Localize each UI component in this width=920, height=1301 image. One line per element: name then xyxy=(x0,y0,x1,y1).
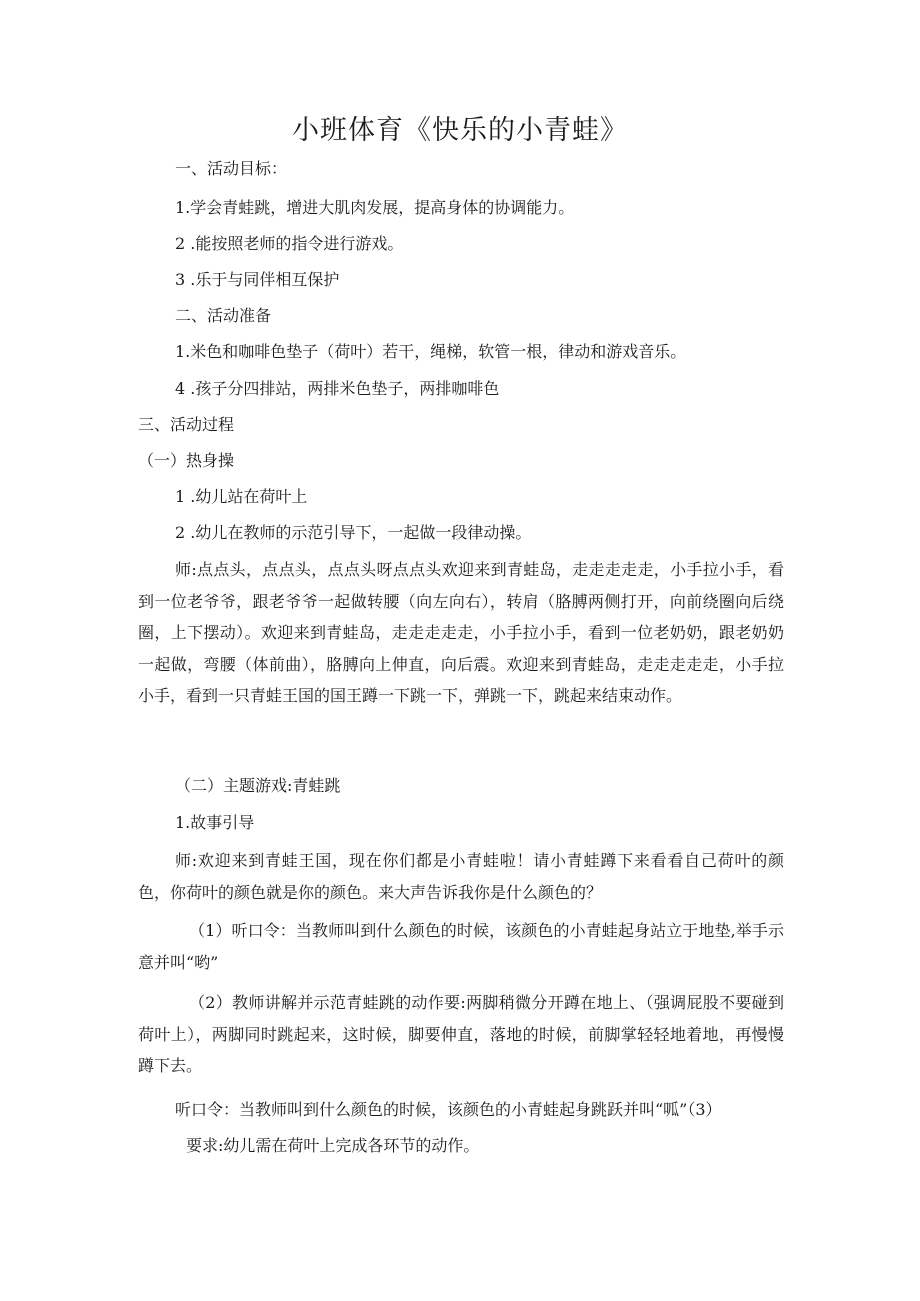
requirement-text: 要求:幼儿需在荷叶上完成各环节的动作。 xyxy=(186,1136,480,1155)
story-paragraph: 师:欢迎来到青蛙王国，现在你们都是小青蛙啦！请小青蛙蹲下来看看自己荷叶的颜色，你荷叶的颜色就是你的颜色。来大声告诉我你是什么颜色的？ xyxy=(138,851,784,902)
document-title: 小班体育《快乐的小青蛙》 xyxy=(292,115,628,146)
warmup-item: 1 .幼儿站在荷叶上 xyxy=(175,487,308,506)
goal-item: 2 .能按照老师的指令进行游戏。 xyxy=(175,234,404,253)
preparation-item: 1.米色和咖啡色垫子（荷叶）若干，绳梯，软管一根，律动和游戏音乐。 xyxy=(175,342,687,361)
section-heading-goals: 一、活动目标： xyxy=(175,159,288,178)
step-item: （1）听口令：当教师叫到什么颜色的时候，该颜色的小青蛙起身站立于地垫,举手示意并叫“哟” xyxy=(138,921,784,972)
subsection-heading-game: （二）主题游戏:青蛙跳 xyxy=(175,776,341,795)
subsection-heading-warmup: （一）热身操 xyxy=(138,451,235,470)
section-heading-process: 三、活动过程 xyxy=(138,415,235,434)
warmup-paragraph: 师:点点头，点点头，点点头呀点点头欢迎来到青蛙岛，走走走走走，小手拉小手，看到一位老爷爷，跟老爷爷一起做转腰（向左向右），转肩（胳膊两侧打开，向前绕圈向后绕圈，上下摆动）。欢迎来到青蛙岛，走走走走走，小手拉小手，看到一位老奶奶，跟老奶奶一起做，弯腰（体前曲），胳膊向上伸直，向后震。欢迎来到青蛙岛，走走走走走，小手拉小手，看到一只青蛙王国的国王蹲一下跳一下，弹跳一下，跳起来结束动作。 xyxy=(138,560,784,705)
section-heading-preparation: 二、活动准备 xyxy=(175,306,272,325)
story-heading: 1.故事引导 xyxy=(175,813,255,832)
goal-item: 3 .乐于与同伴相互保护 xyxy=(175,270,340,289)
step-item: 听口令：当教师叫到什么颜色的时候，该颜色的小青蛙起身跳跃并叫“呱”（3） xyxy=(175,1100,722,1119)
preparation-item: 4 .孩子分四排站，两排米色垫子，两排咖啡色 xyxy=(175,379,500,398)
goal-item: 1.学会青蛙跳，增进大肌肉发展，提高身体的协调能力。 xyxy=(175,198,575,217)
warmup-item: 2 .幼儿在教师的示范引导下，一起做一段律动操。 xyxy=(175,523,532,542)
step-item: （2）教师讲解并示范青蛙跳的动作要:两脚稍微分开蹲在地上、（强调屁股不要碰到荷叶上），两脚同时跳起来，这时候，脚要伸直，落地的时候，前脚掌轻轻地着地，再慢慢蹲下去。 xyxy=(138,993,784,1075)
